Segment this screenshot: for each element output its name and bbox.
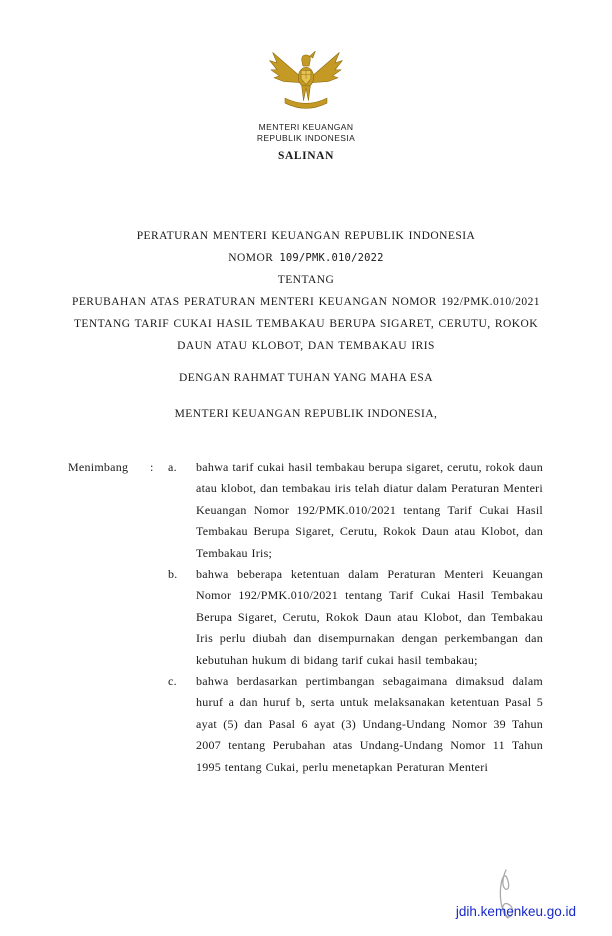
item-marker: b.: [168, 567, 178, 582]
tentang-label: TENTANG: [277, 274, 335, 286]
regulation-number: [0, 247, 612, 269]
considering-item-a: [68, 457, 543, 564]
item-text: bahwa berdasarkan pertimbangan sebagaimana dimaksud dalam huruf a dan huruf b, serta untuk melaksanakan ketentuan Pasal 5 ayat (5) dan Pasal 6 ayat (3) Undang-Undang Nomor 39 Tahun 2007 tentang Perubahan atas Undang-Undang Nomor 11 Tahun 1995 tentang Cukai, perlu menetapkan Peraturan Menteri: [196, 674, 543, 774]
considering-label: Menimbang: [68, 460, 129, 474]
letterhead: [0, 44, 612, 162]
considering-section: [68, 457, 543, 778]
item-text: bahwa tarif cukai hasil tembakau berupa sigaret, cerutu, rokok daun atau klobot, dan tembakau iris telah diatur dalam Peraturan Menteri Keuangan Nomor 192/PMK.010/2021 tentang Tarif Cukai Hasil Tembakau Berupa Sigaret, Cerutu, Rokok Daun atau Klobot, dan Tembakau Iris;: [196, 460, 543, 560]
regulation-subject: PERUBAHAN ATAS PERATURAN MENTERI KEUANGAN NOMOR 192/PMK.010/2021 TENTANG TARIF CUKAI HASIL TEMBAKAU BERUPA SIGARET, CERUTU, ROKOK DAUN ATAU KLOBOT, DAN TEMBAKAU IRIS: [71, 296, 541, 352]
item-marker: a.: [168, 460, 177, 474]
item-text: bahwa beberapa ketentuan dalam Peraturan Menteri Keuangan Nomor 192/PMK.010/2021 tentang Tarif Cukai Hasil Tembakau Berupa Sigaret, Cerutu, Rokok Daun atau Klobot, dan Tembakau Iris perlu diubah dan disempurnakan dengan perkembangan dan kebutuhan hukum di bidang tarif cukai hasil tembakau;: [196, 567, 543, 667]
authority-line: MENTERI KEUANGAN REPUBLIK INDONESIA,: [174, 408, 438, 420]
copy-stamp-label: SALINAN: [278, 150, 334, 162]
considering-colon: :: [150, 460, 154, 474]
ministry-line2: REPUBLIK INDONESIA: [256, 132, 356, 143]
considering-item-c: [68, 671, 543, 778]
page-footer: [456, 866, 576, 926]
ministry-name: [0, 122, 612, 143]
ministry-line1: MENTERI KEUANGAN: [258, 122, 354, 132]
jdih-link[interactable]: jdih.kemenkeu.go.id: [455, 904, 576, 919]
regulation-title: PERATURAN MENTERI KEUANGAN REPUBLIK INDONESIA: [136, 230, 476, 242]
title-block: [0, 225, 612, 357]
number-label: NOMOR: [228, 252, 274, 264]
number-value: 109/PMK.010/2022: [279, 252, 384, 264]
item-marker: c.: [168, 674, 177, 689]
invocation-line: DENGAN RAHMAT TUHAN YANG MAHA ESA: [179, 372, 433, 384]
considering-item-b: [68, 564, 543, 671]
garuda-emblem-icon: [0, 44, 612, 114]
